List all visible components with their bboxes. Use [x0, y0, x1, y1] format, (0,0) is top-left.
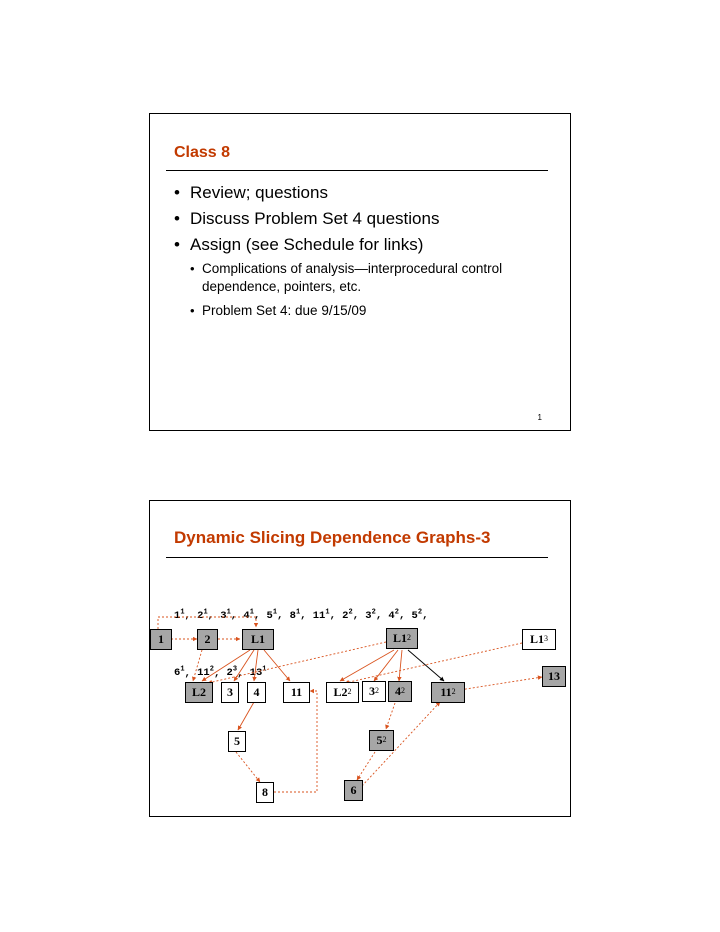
bullet-assign-text: Assign (see Schedule for links) — [190, 235, 424, 254]
trace-entry: $13^1$ — [249, 665, 267, 679]
edge-L1-to-11 — [264, 650, 290, 681]
slide-title: Dynamic Slicing Dependence Graphs-3 — [174, 528, 491, 547]
trace-entry: $2^2$ — [342, 608, 353, 622]
trace-entry: $3^1$ — [220, 608, 231, 622]
node-L1-3: L1 $^3$ — [522, 629, 556, 650]
slide-title: Class 8 — [174, 144, 231, 161]
trace-entry: $2^3$ — [226, 665, 238, 679]
node-5: 5 — [228, 731, 246, 752]
bullet-list — [174, 180, 532, 326]
node-6: 6 — [344, 780, 363, 801]
edge-L1b-to-4b — [399, 650, 402, 681]
bullet-discuss: • Discuss Problem Set 4 questions — [174, 206, 532, 232]
node-L1: L1 — [242, 629, 274, 650]
edge-4b-to-5b — [386, 703, 395, 729]
sub-bullet-problem-set: • Problem Set 4: due 9/15/09 — [190, 302, 532, 320]
edge-2-to-L2 — [193, 650, 202, 681]
trace-entry: $2^1$ — [197, 608, 208, 622]
node-4: 4 — [247, 682, 266, 703]
edge-L1-to-4 — [254, 650, 258, 681]
edge-11b-to-13 — [453, 677, 542, 691]
edge-8-to-11 — [274, 691, 317, 792]
title-divider — [166, 170, 548, 171]
trace-line-2: $6^1$, $11^2$, $2^3$, $13^1$ — [174, 665, 267, 679]
edge-5-to-8 — [236, 752, 260, 782]
node-4-2: 4 $^2$ — [388, 681, 412, 702]
trace-entry: $4^1$ — [243, 608, 254, 622]
trace-entry: $5^2$ — [411, 608, 423, 622]
sub-bullet-list — [190, 260, 532, 320]
trace-line-1: $1^1$, $2^1$, $3^1$, $4^1$, $5^1$, $8^1$, $11^1$, $2^2$, $3^2$, $4^2$, $5^2$, — [174, 608, 435, 622]
trace-entry: $8^1$ — [289, 608, 301, 622]
edge-L1b-to-11b — [408, 650, 444, 681]
trace-entry: $5^1$ — [266, 608, 278, 622]
bullet-assign — [174, 232, 532, 320]
trace-entry: $11^2$ — [197, 665, 214, 679]
page-number: 1 — [537, 413, 542, 422]
node-2: 2 — [197, 629, 218, 650]
trace-entry: $11^1$ — [312, 608, 330, 622]
dependence-graph — [150, 501, 572, 818]
node-11: 11 — [283, 682, 310, 703]
sub-bullet-complications: • Complications of analysis—interprocedural control dependence, pointers, etc. — [190, 260, 532, 296]
trace-entry: $6^1$ — [174, 665, 185, 679]
trace-entry: $3^2$ — [365, 608, 376, 622]
slide-dynamic-slicing — [149, 500, 571, 817]
trace-entry: $4^2$ — [388, 608, 399, 622]
edge-L1b-to-L2 — [208, 642, 386, 683]
edge-1-to-L1-loop — [158, 617, 256, 629]
node-L2: L2 — [185, 682, 213, 703]
edge-5b-to-6 — [357, 752, 375, 780]
node-3: 3 — [221, 682, 239, 703]
node-3-2: 3 $^2$ — [362, 681, 386, 702]
node-L2-2: L2 $^2$ — [326, 682, 359, 703]
node-1: 1 — [150, 629, 172, 650]
slide-class-8 — [149, 113, 571, 431]
edge-L1-to-L2 — [202, 650, 250, 681]
node-11-2: 11 $^2$ — [431, 682, 465, 703]
bullet-review: • Review; questions — [174, 180, 532, 206]
edge-4-to-5 — [238, 702, 254, 730]
edge-L1-to-3 — [234, 650, 254, 681]
node-8: 8 — [256, 782, 274, 803]
node-L1-2: L1 $^2$ — [386, 628, 418, 649]
node-13: 13 — [542, 666, 566, 687]
trace-entry: $1^1$ — [174, 608, 185, 622]
node-5-2: 5 $^2$ — [369, 730, 394, 751]
